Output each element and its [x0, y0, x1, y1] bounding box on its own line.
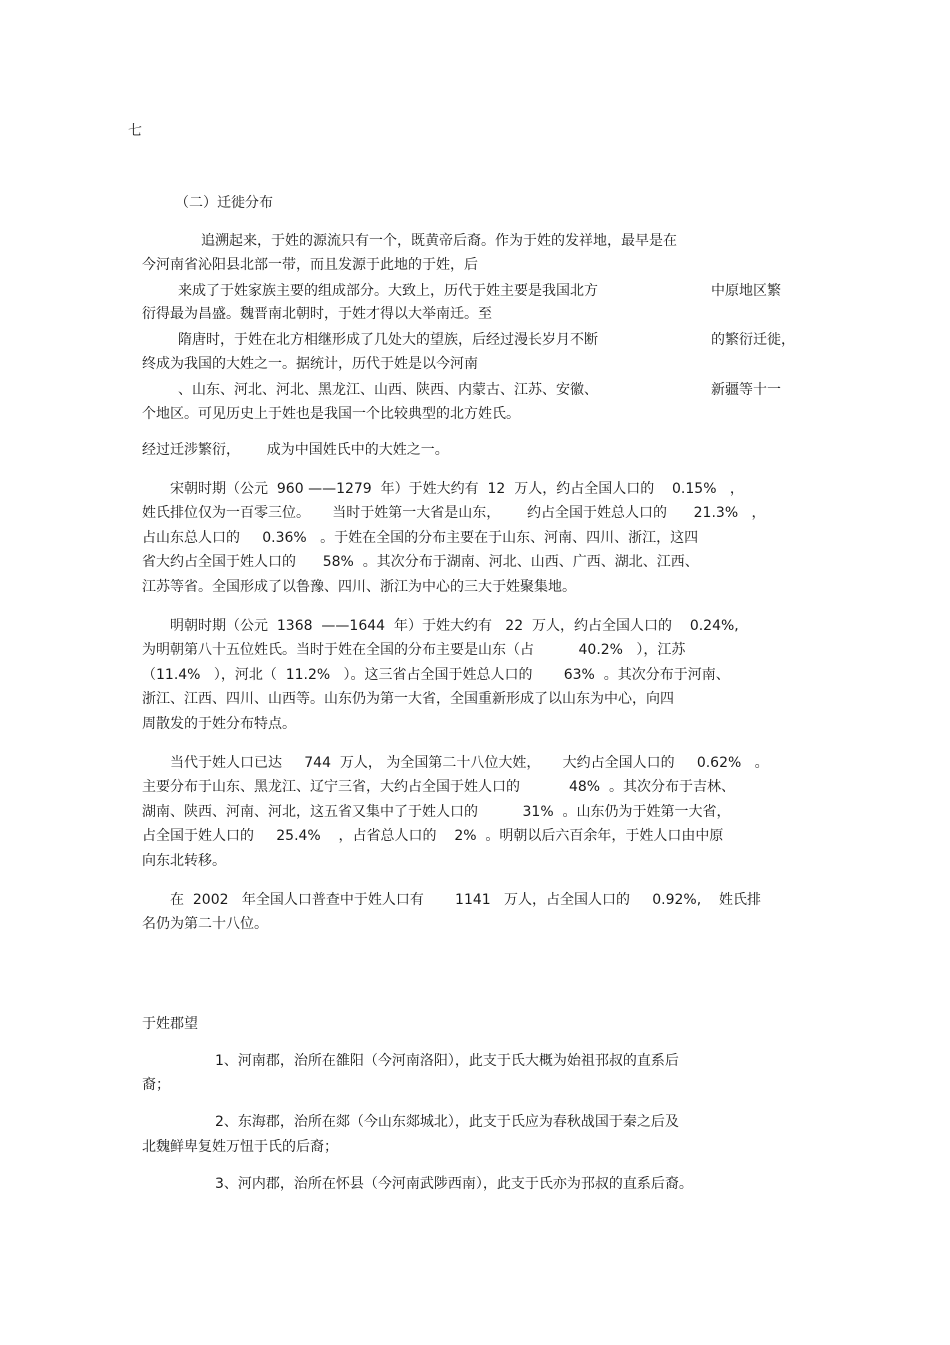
text-line: 湖南、陕西、河南、河北，这五省又集中了于姓人口的 31% 。山东仍为于姓第一大省，: [142, 804, 731, 820]
text-line: 当代于姓人口已达 744 万人， 为全国第二十八位大姓， 大约占全国人口的 0.62% 。: [170, 755, 769, 771]
text-line: 名仍为第二十八位。: [142, 916, 268, 932]
text-line: 追溯起来，于姓的源流只有一个，既黄帝后裔。作为于姓的发祥地，最早是在: [201, 233, 677, 249]
text-line: 占山东总人口的 0.36% 。于姓在全国的分布主要在于山东、河南、四川、浙江，这四: [142, 530, 699, 546]
text-line: 个地区。可见历史上于姓也是我国一个比较典型的北方姓氏。: [142, 406, 520, 422]
text-line: 江苏等省。全国形成了以鲁豫、四川、浙江为中心的三大于姓聚集地。: [142, 579, 576, 595]
text-line: 浙江、江西、四川、山西等。山东仍为第一大省，全国重新形成了以山东为中心，向四: [142, 691, 674, 707]
text-line: 中原地区繁: [711, 283, 781, 299]
text-line: 今河南省沁阳县北部一带，而且发源于此地的于姓，后: [142, 257, 478, 273]
text-line: 裔；: [142, 1077, 170, 1093]
text-line: 衍得最为昌盛。魏晋南北朝时，于姓才得以大举南迁。至: [142, 306, 492, 322]
text-line: 周散发的于姓分布特点。: [142, 716, 296, 732]
text-line: （11.4% ），河北（ 11.2% ）。这三省占全国于姓总人口的 63% 。其次分布于河南、: [142, 667, 730, 683]
text-line: 省大约占全国于姓人口的 58% 。其次分布于湖南、河北、山西、广西、湖北、江西、: [142, 554, 699, 570]
text-line: 占全国于姓人口的 25.4% ，占省总人口的 2% 。明朝以后六百余年，于姓人口由中原: [142, 828, 724, 844]
summary-line: 经过迁涉繁衍， 成为中国姓氏中的大姓之一。: [142, 442, 449, 458]
text-line: 新疆等十一: [711, 382, 781, 398]
text-line: 向东北转移。: [142, 853, 226, 869]
text-line: 姓氏排位仅为一百零三位。 当时于姓第一大省是山东， 约占全国于姓总人口的 21.3% ，: [142, 505, 766, 521]
text-line: 主要分布于山东、黑龙江、辽宁三省，大约占全国于姓人口的 48% 。其次分布于吉林、: [142, 779, 735, 795]
text-line: 的繁衍迁徙，: [711, 332, 795, 348]
text-line: 终成为我国的大姓之一。据统计，历代于姓是以今河南: [142, 356, 478, 372]
text-line: 在 2002 年全国人口普查中于姓人口有 1141 万人，占全国人口的 0.92%, 姓氏排: [170, 892, 761, 908]
text-line: 隋唐时，于姓在北方相继形成了几处大的望族，后经过漫长岁月不断: [178, 332, 598, 348]
text-line: 3、河内郡，治所在怀县（今河南武陟西南），此支于氏亦为邘叔的直系后裔。: [215, 1176, 693, 1192]
section-heading: 于姓郡望: [142, 1016, 198, 1032]
text-line: 来成了于姓家族主要的组成部分。大致上，历代于姓主要是我国北方: [178, 283, 598, 299]
text-line: 宋朝时期（公元 960 ——1279 年）于姓大约有 12 万人，约占全国人口的 0.15% ，: [170, 481, 744, 497]
text-line: 为明朝第八十五位姓氏。当时于姓在全国的分布主要是山东（占 40.2% ），江苏: [142, 642, 686, 658]
text-line: 1、河南郡，治所在雒阳（今河南洛阳），此支于氏大概为始祖邘叔的直系后: [215, 1053, 679, 1069]
text-line: 明朝时期（公元 1368 ——1644 年）于姓大约有 22 万人，约占全国人口的 0.24%,: [170, 618, 739, 634]
page-marker: 七: [128, 123, 142, 139]
text-line: 北魏鲜卑复姓万忸于氏的后裔；: [142, 1139, 338, 1155]
section-heading: （二）迁徙分布: [175, 195, 273, 211]
text-line: 2、东海郡，治所在郯（今山东郯城北），此支于氏应为春秋战国于秦之后及: [215, 1114, 679, 1130]
text-line: 、山东、河北、河北、黑龙江、山西、陕西、内蒙古、江苏、安徽、: [178, 382, 598, 398]
